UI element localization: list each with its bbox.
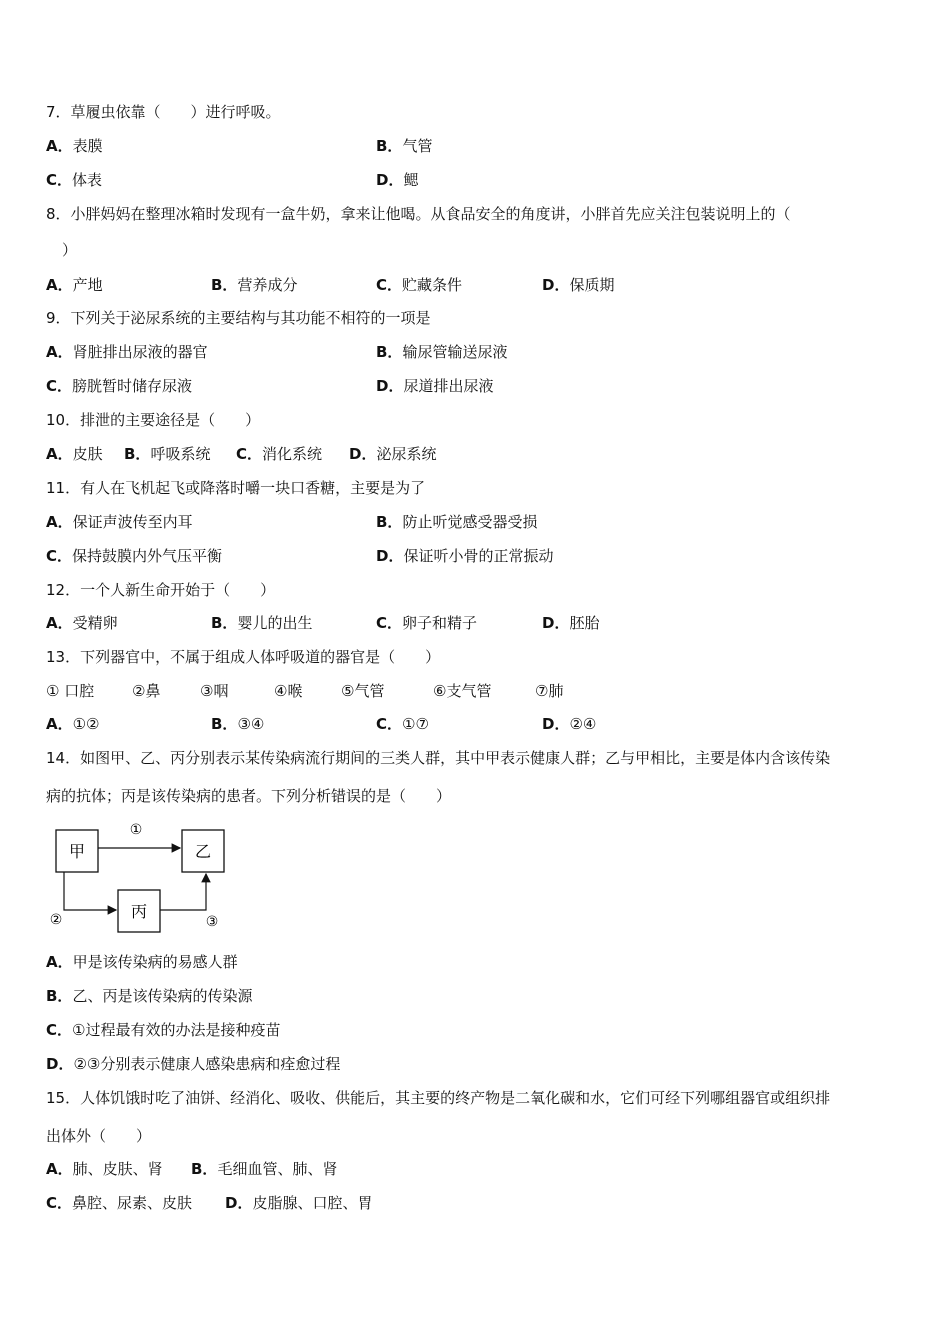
q14-stem-cont: 病的抗体；丙是该传染病的患者。下列分析错误的是（ ） <box>46 787 452 805</box>
q15-option-c: C．鼻腔、尿素、皮肤 <box>46 1194 193 1212</box>
q7-option-a: A．表膜 <box>46 137 103 155</box>
q13-option-a: A．①② <box>46 715 100 733</box>
label-jia: 甲 <box>68 842 86 861</box>
q12-option-d: D．胚胎 <box>542 614 600 632</box>
q8-option-d: D．保质期 <box>542 276 615 294</box>
q10-option-d: D．泌尿系统 <box>349 445 437 463</box>
q10-stem: 10．排泄的主要途径是（ ） <box>46 411 261 429</box>
q14-option-a: A．甲是该传染病的易感人群 <box>46 953 238 971</box>
q13-option-b: B．③④ <box>211 715 265 733</box>
q13-organ-6: ⑥支气管 <box>433 682 492 700</box>
q11-option-a: A．保证声波传至内耳 <box>46 513 193 531</box>
q11-option-c: C．保持鼓膜内外气压平衡 <box>46 547 223 565</box>
q12-stem: 12．一个人新生命开始于（ ） <box>46 581 276 599</box>
q11-option-d: D．保证听小骨的正常振动 <box>376 547 554 565</box>
q9-option-b: B．输尿管输送尿液 <box>376 343 508 361</box>
q11-option-b: B．防止听觉感受器受损 <box>376 513 538 531</box>
q10-option-a: A．皮肤 <box>46 445 103 463</box>
q9-option-a: A．肾脏排出尿液的器官 <box>46 343 208 361</box>
label-bing: 丙 <box>130 902 148 921</box>
q9-option-d: D．尿道排出尿液 <box>376 377 494 395</box>
arrow-3 <box>160 874 206 910</box>
q8-stem: 8．小胖妈妈在整理冰箱时发现有一盒牛奶，拿来让他喝。从食品安全的角度讲，小胖首先应关注包装说明上的（ <box>46 205 791 223</box>
q9-stem: 9．下列关于泌尿系统的主要结构与其功能不相符的一项是 <box>46 309 431 327</box>
q13-option-c: C．①⑦ <box>376 715 429 733</box>
q13-organ-7: ⑦肺 <box>535 682 564 700</box>
q13-organ-3: ③咽 <box>200 682 229 700</box>
q12-option-c: C．卵子和精子 <box>376 614 478 632</box>
mark-2: ② <box>49 912 63 928</box>
q12-option-b: B．婴儿的出生 <box>211 614 313 632</box>
q13-organ-5: ⑤气管 <box>341 682 385 700</box>
q8-option-c: C．贮藏条件 <box>376 276 463 294</box>
q10-option-b: B．呼吸系统 <box>124 445 211 463</box>
q14-stem: 14．如图甲、乙、丙分别表示某传染病流行期间的三类人群，其中甲表示健康人群；乙与甲相比，主要是体内含该传染 <box>46 749 831 767</box>
q15-stem-cont: 出体外（ ） <box>46 1127 152 1145</box>
q14-option-d: D．②③分别表示健康人感染患病和痊愈过程 <box>46 1055 341 1073</box>
q15-stem: 15．人体饥饿时吃了油饼、经消化、吸收、供能后，其主要的终产物是二氧化碳和水，它们可经下列哪组器官或组织排 <box>46 1089 831 1107</box>
q7-option-d: D．鳃 <box>376 171 419 189</box>
q13-organ-2: ②鼻 <box>132 682 161 700</box>
q14-flow-diagram <box>44 816 234 938</box>
q7-stem: 7．草履虫依靠（ ）进行呼吸。 <box>46 103 281 121</box>
q7-option-b: B．气管 <box>376 137 433 155</box>
label-yi: 乙 <box>194 842 212 861</box>
q13-option-d: D．②④ <box>542 715 597 733</box>
q14-option-c: C．①过程最有效的办法是接种疫苗 <box>46 1021 281 1039</box>
q13-organ-4: ④喉 <box>274 682 303 700</box>
q8-stem-cont: ） <box>62 241 78 259</box>
q10-option-c: C．消化系统 <box>236 445 323 463</box>
q15-option-a: A．肺、皮肤、肾 <box>46 1160 163 1178</box>
q15-option-b: B．毛细血管、肺、肾 <box>191 1160 338 1178</box>
q9-option-c: C．膀胱暂时储存尿液 <box>46 377 193 395</box>
q8-option-b: B．营养成分 <box>211 276 298 294</box>
q7-option-c: C．体表 <box>46 171 103 189</box>
q11-stem: 11．有人在飞机起飞或降落时嚼一块口香糖，主要是为了 <box>46 479 426 497</box>
q8-option-a: A．产地 <box>46 276 103 294</box>
q12-option-a: A．受精卵 <box>46 614 118 632</box>
q13-stem: 13．下列器官中，不属于组成人体呼吸道的器官是（ ） <box>46 648 441 666</box>
q15-option-d: D．皮脂腺、口腔、胃 <box>225 1194 373 1212</box>
q13-organ-1: ① 口腔 <box>46 682 95 700</box>
mark-1: ① <box>129 822 143 838</box>
mark-3: ③ <box>205 914 219 930</box>
arrow-2 <box>64 872 116 910</box>
q14-option-b: B．乙、丙是该传染病的传染源 <box>46 987 253 1005</box>
